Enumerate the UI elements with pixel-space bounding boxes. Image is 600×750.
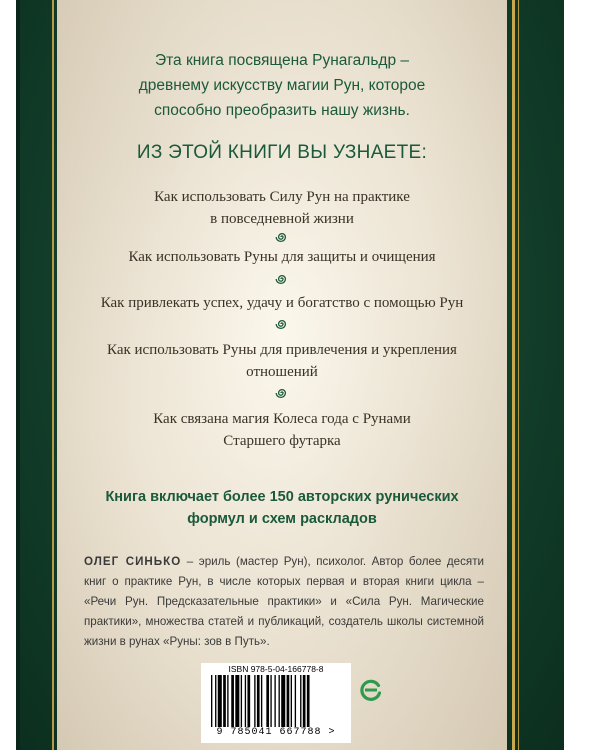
barcode-bar <box>274 675 275 727</box>
barcode-block <box>201 663 351 743</box>
barcode-bar <box>295 675 296 727</box>
spiral-ornament-icon <box>274 272 290 286</box>
barcode-bar <box>211 675 212 727</box>
eksmo-logo-icon <box>358 677 384 703</box>
barcode-bar <box>245 675 246 727</box>
barcode-bar <box>218 675 222 727</box>
barcode-bar <box>257 675 260 727</box>
list-item-line: в повседневной жизни <box>210 211 354 227</box>
section-heading: ИЗ ЭТОЙ КНИГИ ВЫ УЗНАЕТЕ: <box>136 142 428 163</box>
gold-frame-left <box>52 0 54 750</box>
barcode-bar <box>241 675 242 727</box>
list-item-line: Как привлекать успех, удачу и богатство с помощью Рун <box>100 295 464 311</box>
intro-line: Эта книга посвящена Рунагальдр – <box>154 52 410 69</box>
book-contents-note <box>57 486 507 530</box>
intro-line: способно преобразить нашу жизнь. <box>154 102 410 119</box>
list-item-line: отношений <box>246 364 318 380</box>
gold-frame-right <box>512 0 515 750</box>
intro-text <box>57 48 507 123</box>
intro-line: древнему искусству магии Рун, которое <box>138 77 426 94</box>
barcode-bar <box>287 675 290 727</box>
barcode-bar <box>247 675 250 727</box>
barcode-bar <box>235 675 239 727</box>
barcode-bar <box>227 675 228 727</box>
barcode-bar <box>231 675 234 727</box>
spiral-ornament-icon <box>274 230 290 244</box>
barcode-bar <box>291 675 292 727</box>
barcode-bar <box>279 675 280 727</box>
note-line: Книга включает более 150 авторских рунических <box>105 489 459 505</box>
list-item <box>57 292 507 314</box>
list-item-line: Как использовать Руны для привлечения и укрепления <box>107 342 457 358</box>
note-line: формул и схем раскладов <box>187 511 377 527</box>
list-item <box>57 186 507 230</box>
author-bio <box>84 552 484 652</box>
barcode-bar <box>303 675 306 727</box>
spiral-ornament-icon <box>274 386 290 400</box>
isbn-text: ISBN 978-5-04-166778-8 <box>228 664 324 674</box>
barcode-bar <box>281 675 285 727</box>
barcode-bar <box>266 675 269 727</box>
list-item <box>57 408 507 452</box>
barcode-bar <box>223 675 226 727</box>
list-item-line: Как связана магия Колеса года с Рунами <box>153 411 411 427</box>
barcode-digits: 9 785041 667788 > <box>216 727 336 738</box>
barcode-bar <box>254 675 255 727</box>
barcode-bar <box>270 675 271 727</box>
barcode-bars <box>211 675 341 727</box>
list-item-line: Как использовать Силу Рун на практике <box>154 189 410 205</box>
list-item-line: Как использовать Руны для защиты и очищения <box>128 249 436 265</box>
list-item-line: Старшего футарка <box>223 433 341 449</box>
barcode-bar <box>307 675 310 727</box>
gold-frame-right-inner <box>518 0 519 750</box>
list-item <box>57 246 507 268</box>
spiral-ornament-icon <box>274 317 290 331</box>
barcode-bar <box>215 675 216 727</box>
cover-spine-edge <box>16 0 20 750</box>
barcode-bar <box>261 675 262 727</box>
list-item <box>57 339 507 383</box>
barcode-bar <box>300 675 301 727</box>
author-name: ОЛЕГ СИНЬКО <box>84 555 182 568</box>
author-bio-text: – эриль (мастер Рун), психолог. Автор более десяти книг о практике Рун, в числе которых первая и вторая книги цикла – «Речи Рун. Предсказательные практики» и «Сила Рун. Магические практики», множества статей и публикаций, создатель школы системной жизни в рунах «Руны: зов в Путь». <box>84 555 484 648</box>
